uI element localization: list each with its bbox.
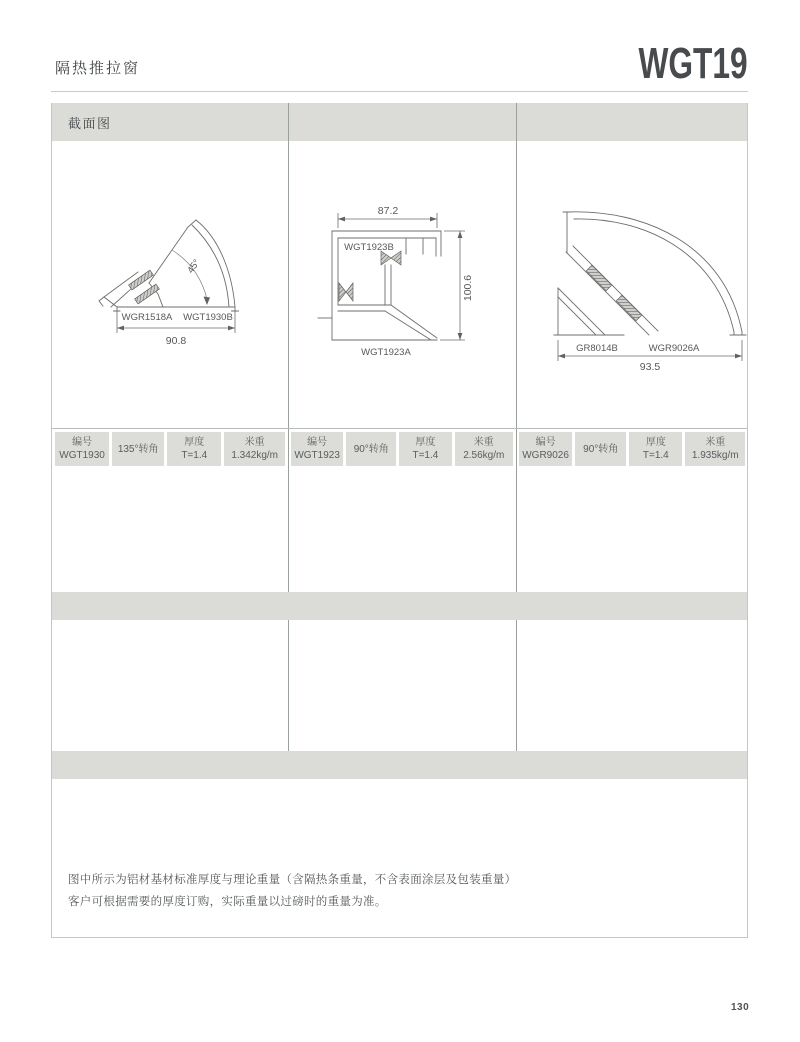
thermal-break-bars <box>339 251 401 301</box>
cell-angle: 90°转角 <box>346 432 396 466</box>
dim-width-93-5: 93.5 <box>639 361 661 373</box>
section-band-2 <box>52 592 747 620</box>
model-code: WGT19 <box>638 39 748 88</box>
dim-width-87-2: 87.2 <box>377 205 399 217</box>
section-header-label: 截面图 <box>68 115 112 131</box>
part-label-wgr1518a: WGR1518A <box>121 312 173 323</box>
part-label-wgt1930b: WGT1930B <box>183 312 233 323</box>
cell-thickness: 厚度 T=1.4 <box>167 432 221 466</box>
section-drawing-wgt1923 <box>289 141 516 428</box>
cell-angle: 135°转角 <box>112 432 164 466</box>
spec-row-wgt1923 <box>291 432 513 466</box>
table-top-rule <box>52 428 747 429</box>
dim-height-100-6: 100.6 <box>462 274 474 302</box>
cell-weight: 米重 2.56kg/m <box>455 432 513 466</box>
part-label-wgr9026a: WGR9026A <box>648 343 700 354</box>
cell-code: 编号 WGT1923 <box>291 432 343 466</box>
content-frame <box>51 103 748 938</box>
header-divider <box>51 91 748 92</box>
part-label-wgt1923a: WGT1923A <box>361 347 411 358</box>
page-title: 隔热推拉窗 <box>55 60 141 77</box>
angle-label: 45° <box>185 257 203 276</box>
thermal-break-bars <box>586 265 641 320</box>
section-header-bar <box>52 103 747 141</box>
cell-code: 编号 WGR9026 <box>519 432 572 466</box>
footnote-line-1: 图中所示为铝材基材标准厚度与理论重量（含隔热条重量，不含表面涂层及包装重量） <box>68 874 517 886</box>
section-drawing-wgr9026 <box>517 141 747 428</box>
cell-thickness: 厚度 T=1.4 <box>629 432 682 466</box>
section-band-3 <box>52 751 747 779</box>
cell-weight: 米重 1.342kg/m <box>224 432 285 466</box>
cell-code: 编号 WGT1930 <box>55 432 109 466</box>
part-label-wgt1923b: WGT1923B <box>344 242 394 253</box>
footnote <box>68 869 516 913</box>
footnote-line-2: 客户可根据需要的厚度订购，实际重量以过磅时的重量为准。 <box>68 896 387 908</box>
spec-row-wgr9026 <box>519 432 745 466</box>
part-label-gr8014b: GR8014B <box>576 343 618 354</box>
cell-angle: 90°转角 <box>575 432 626 466</box>
cell-thickness: 厚度 T=1.4 <box>399 432 451 466</box>
section-drawing-wgt1930 <box>52 141 288 428</box>
dim-width-90-8: 90.8 <box>165 335 187 347</box>
spec-row-wgt1930 <box>55 432 285 466</box>
cell-weight: 米重 1.935kg/m <box>685 432 745 466</box>
page-number: 130 <box>731 1002 750 1013</box>
